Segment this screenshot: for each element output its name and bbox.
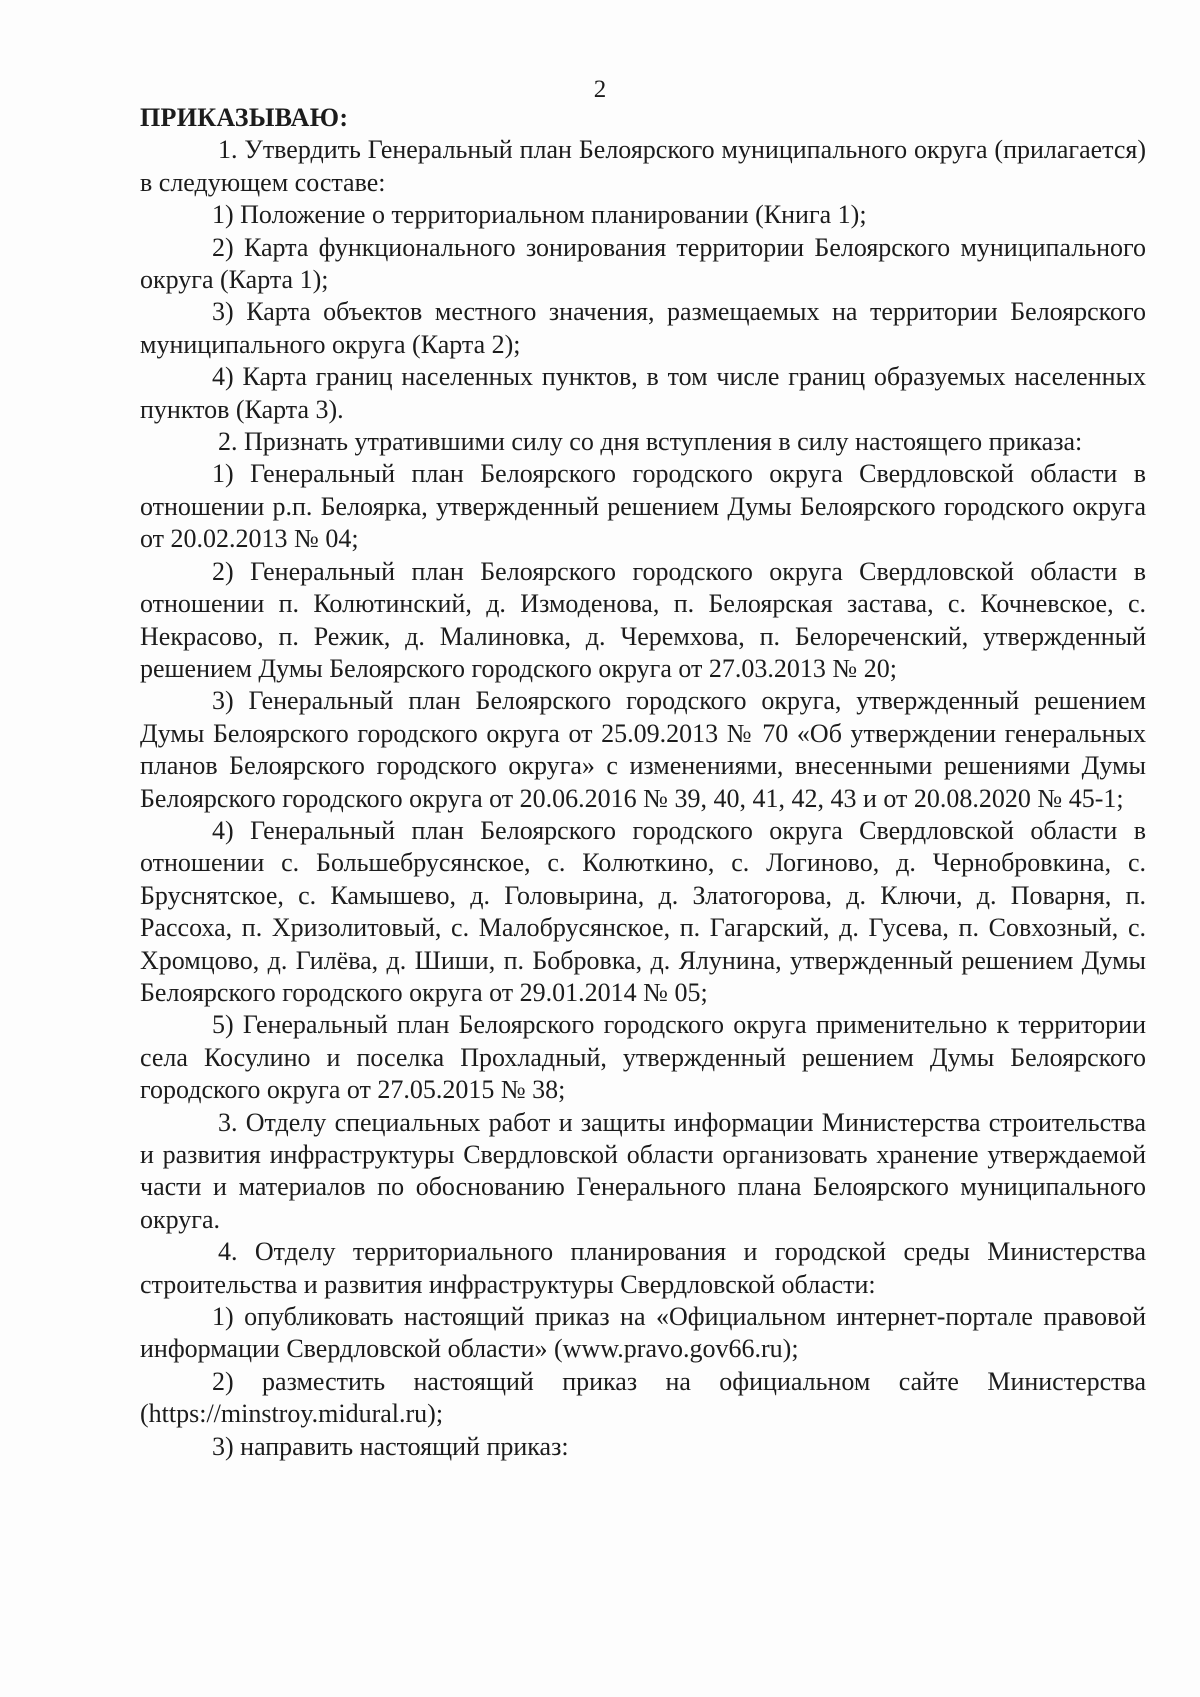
- paragraph-4-item-3: 3) направить настоящий приказ:: [212, 1431, 569, 1461]
- paragraph-2-item-2: 2) Генеральный план Белоярского городского округа Свердловской области в отношении п. Колютинский, д. Измоденова, п. Белоярская застава, с. Кочневское, с. Некрасово, п. Режик, д. Малиновка, д. Черемхова, п. Белореченский, утвержденный решением Думы Белоярского городского округа от 27.03.2013 № 20;: [140, 556, 1146, 683]
- paragraph-2-item-1: 1) Генеральный план Белоярского городского округа Свердловской области в отношении р.п. Белоярка, утвержденный решением Думы Белоярского городского округа от 20.02.2013 № 04;: [140, 459, 1146, 554]
- order-body: [140, 102, 1146, 1463]
- order-heading: ПРИКАЗЫВАЮ:: [140, 103, 349, 132]
- paragraph-2-item-3: 3) Генеральный план Белоярского городского округа, утвержденный решением Думы Белоярского городского округа от 25.09.2013 № 70 «Об утверждении генеральных планов Белоярского городского округа» с изменениями, внесенными решениями Думы Белоярского городского округа от 20.06.2016 № 39, 40, 41, 42, 43 и от 20.08.2020 № 45-1;: [140, 686, 1146, 813]
- paragraph-1-item-2: 2) Карта функционального зонирования территории Белоярского муниципального округа (Карта 1);: [140, 232, 1146, 295]
- paragraph-4: 4. Отделу территориального планирования и городской среды Министерства строительства и развития инфраструктуры Свердловской области:: [140, 1237, 1146, 1299]
- paragraph-4-item-2: 2) разместить настоящий приказ на официальном сайте Министерства (https://minstroy.midural.ru);: [140, 1366, 1146, 1429]
- paragraph-1: 1. Утвердить Генеральный план Белоярского муниципального округа (прилагается) в следующем составе:: [140, 135, 1146, 197]
- paragraph-4-item-1: 1) опубликовать настоящий приказ на «Официальном интернет-портале правовой информации Свердловской области» (www.pravo.gov66.ru);: [140, 1302, 1146, 1364]
- paragraph-1-item-3: 3) Карта объектов местного значения, размещаемых на территории Белоярского муниципального округа (Карта 2);: [140, 297, 1146, 359]
- page-number: 2: [593, 76, 607, 103]
- paragraph-2-item-4: 4) Генеральный план Белоярского городского округа Свердловской области в отношении с. Большебрусянское, с. Колюткино, с. Логиново, д. Чернобровкина, с. Бруснятское, с. Камышево, д. Головырина, д. Златогорова, д. Ключи, д. Поварня, п. Рассоха, п. Хризолитовый, с. Малобрусянское, п. Гагарский, д. Гусева, п. Совхозный, с. Хромцово, д. Гилёва, д. Шиши, п. Бобровка, д. Ялунина, утвержденный решением Думы Белоярского городского округа от 29.01.2014 № 05;: [140, 815, 1146, 1007]
- paragraph-3: 3. Отделу специальных работ и защиты информации Министерства строительства и развития инфраструктуры Свердловской области организовать хранение утверждаемой части и материалов по обоснованию Генерального плана Белоярского муниципального округа.: [140, 1107, 1146, 1234]
- paragraph-2-item-5: 5) Генеральный план Белоярского городского округа применительно к территории села Косулино и поселка Прохладный, утвержденный решением Думы Белоярского городского округа от 27.05.2015 № 38;: [140, 1010, 1146, 1105]
- paragraph-1-item-1: 1) Положение о территориальном планировании (Книга 1);: [212, 200, 867, 230]
- paragraph-2: 2. Признать утратившими силу со дня вступления в силу настоящего приказа:: [218, 427, 1083, 457]
- paragraph-1-item-4: 4) Карта границ населенных пунктов, в том числе границ образуемых населенных пунктов (Карта 3).: [140, 362, 1146, 424]
